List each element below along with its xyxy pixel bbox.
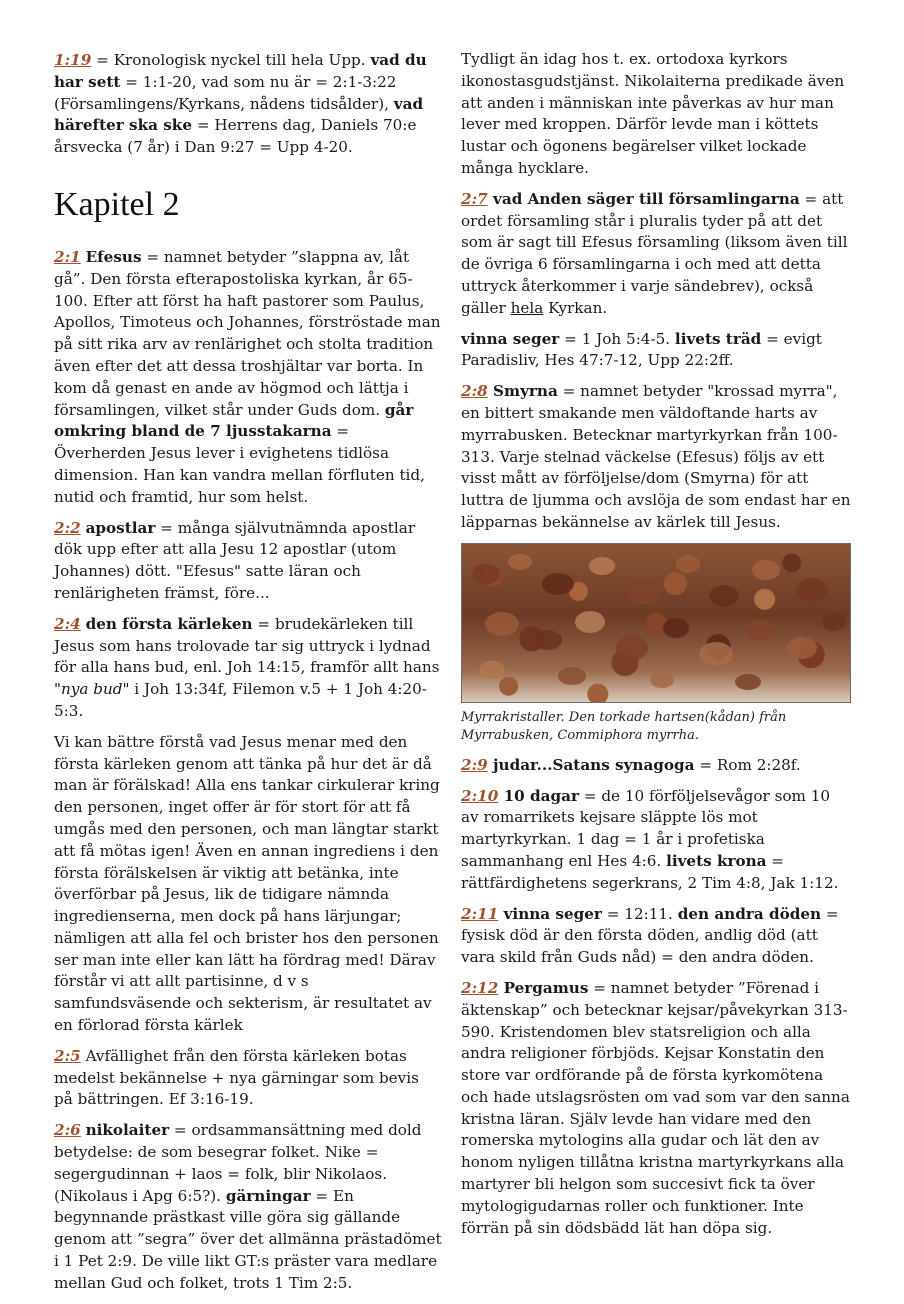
paragraph-vinna-seger: vinna seger = 1 Joh 5:4-5. livets träd = evigt Paradisliv, Hes 47:7-12, Upp 22:2ff. — [461, 329, 822, 370]
paragraph-1-19: 1:19 = Kronologisk nyckel till hela Upp. vad du har sett = 1:1-20, vad som nu är = 2:1-3:22 (Församlingens/Kyrkans, nådens tidsålder), vad härefter ska ske = Herrens dag, Daniels 70:e årsvecka (7 år) i Dan 9:27 = Upp 4-20. — [54, 51, 427, 157]
paragraph-2-9: 2:9 judar...Satans synagoga = Rom 2:28f. — [461, 755, 801, 774]
verse-ref[interactable]: 2:8 — [461, 382, 488, 401]
verse-ref[interactable]: 2:4 — [54, 614, 81, 633]
paragraph-2-6: 2:6 nikolaiter = ordsammansättning med dold betydelse: de som besegrar folket. Nike = segergudinnan + laos = folk, blir Nikolaos. (Nikolaus i Apg 6:5?). gärningar = En begynnande prästkast ville göra sig gällande genom att ”segra” över det allmänna prästadömet i 1 Pet 2:9. De ville likt GT:s präster vara medlare mellan Gud och folket, trots 1 Tim 2:5. — [54, 1121, 442, 1292]
paragraph-2-12: 2:12 Pergamus = namnet betyder ”Förenad i äktenskap” och betecknar kejsar/påvekyrkan 313-590. Kristendomen blev statsreligion och alla andra religioner förbjöds. Kejsar Konstatin den store var ordförande på de första kyrkomötena och hade utslagsrösten om vad som var den sanna kristna läran. Själv levde han vidare med den romerska mytologins alla gudar och lät den av honom nyligen tillåtna kristna martyrkyrkans alla martyrer bli helgon som succesivt fick ta över mytologigudarnas roller och funktioner. Inte förrän på sin dödsbädd lät han döpa sig. — [461, 978, 850, 1237]
paragraph-2-4: 2:4 den första kärleken = brudekärleken till Jesus som hans trolovade tar sig uttryck i lydnad för alla hans bud, enl. Joh 14:15, framför allt hans "nya bud" i Joh 13:34f, Filemon v.5 + 1 Joh 4:20-5:3. — [54, 614, 440, 720]
paragraph-first-love: Vi kan bättre förstå vad Jesus menar med den första kärleken genom att tänka på hur det är då man är förälskad! Alla ens tankar cirkulerar kring den personen, inget offer är för stort för att få umgås med den personen, och man längtar starkt att få mötas igen! Även en annan ingrediens i den första förälskelsen är viktig att betänka, inte överförbar på Jesus, lik de tidigare nämnda ingredienserna, men dock på hans lärjungar; nämligen att alla fel och brister hos den personen ser man inte eller kan lätt ha fördrag med! Därav förstår vi att allt partisinne, d v s samfundsväsende och sekterism, är resultatet av en förlorad första kärlek — [54, 732, 440, 1035]
verse-ref[interactable]: 2:6 — [54, 1121, 81, 1140]
verse-ref[interactable]: 2:2 — [54, 518, 81, 537]
paragraph-2-5: 2:5 Avfällighet från den första kärleken botas medelst bekännelse + nya gärningar som bevis på bättringen. Ef 3:16-19. — [54, 1046, 419, 1109]
left-column — [54, 50, 442, 1304]
paragraph-2-10: 2:10 10 dagar = de 10 förföljelsevågor som 10 av romarrikets kejsare släppte lös mot martyrkyrkan. 1 dag = 1 år i profetiska sammanhang enl Hes 4:6. livets krona = rättfärdighetens segerkrans, 2 Tim 4:8, Jak 1:12. — [461, 786, 839, 892]
verse-ref[interactable]: 2:1 — [54, 247, 81, 266]
myrrh-crystals-illustration — [462, 544, 850, 702]
paragraph-2-11: 2:11 vinna seger = 12:11. den andra döden = fysisk död är den första döden, andlig död (att vara skild från Guds nåd) = den andra döden. — [461, 904, 839, 967]
right-column — [461, 49, 851, 1248]
verse-ref[interactable]: 2:7 — [461, 189, 488, 208]
verse-ref[interactable]: 2:9 — [461, 755, 488, 774]
paragraph-2-1: 2:1 Efesus = namnet betyder ”slappna av, låt gå”. Den första efterapostoliska kyrkan, år 65-100. Efter att först ha haft pastorer som Paulus, Apollos, Timoteus och Johannes, förströstade man på sitt rika arv av renlärighet och stolta tradition även efter det att dessa troshjältar var borta. In kom då genast en ande av högmod och lättja i församlingen, vilket står under Guds dom. går omkring bland de 7 ljusstakarna = Överherden Jesus lever i evighetens tidlösa dimension. Han kan vandra mellan förfluten tid, nutid och framtid, hur som helst. — [54, 247, 441, 506]
verse-ref[interactable]: 2:10 — [461, 786, 499, 805]
photo-caption: Myrrakristaller. Den torkade hartsen(kådan) från Myrrabusken, Commiphora myrrha. — [461, 709, 787, 743]
paragraph-2-8: 2:8 Smyrna = namnet betyder "krossad myrra", en bittert smakande men väldoftande harts av myrrabusken. Betecknar martyrkyrkan från 100-313. Varje stelnad väckelse (Efesus) följs av ett visst mått av förföljelse/dom (Smyrna) för att luttra de ljumma och avslöja de som endast har en läpparnas bekännelse av kärlek till Jesus. — [461, 382, 851, 531]
verse-ref[interactable]: 2:12 — [461, 978, 499, 997]
verse-ref[interactable]: 1:19 — [54, 51, 92, 69]
verse-ref[interactable]: 2:11 — [461, 904, 499, 923]
myrrh-crystals-photo — [461, 543, 851, 703]
verse-ref[interactable]: 2:5 — [54, 1046, 81, 1065]
paragraph-nikolaiter-cont: Tydligt än idag hos t. ex. ortodoxa kyrkors ikonostasgudstjänst. Nikolaiterna predikade även att anden i människan inte påverkas av hur man lever med kroppen. Därför levde man i köttets lustar och ögonens begärelser vilket lockade många hycklare. — [461, 50, 845, 177]
paragraph-2-2: 2:2 apostlar = många självutnämnda apostlar dök upp efter att alla Jesu 12 apostlar (utom Johannes) dött. "Efesus" satte läran och renlärigheten främst, före... — [54, 518, 416, 602]
paragraph-2-7: 2:7 vad Anden säger till församlingarna = att ordet församling står i pluralis tyder på att det som är sagt till Efesus församling (liksom även till de övriga 6 församlingarna i och med att detta uttryck återkommer i varje sändebrev), också gäller hela Kyrkan. — [461, 189, 848, 317]
chapter-heading: Kapitel 2 — [54, 185, 180, 223]
